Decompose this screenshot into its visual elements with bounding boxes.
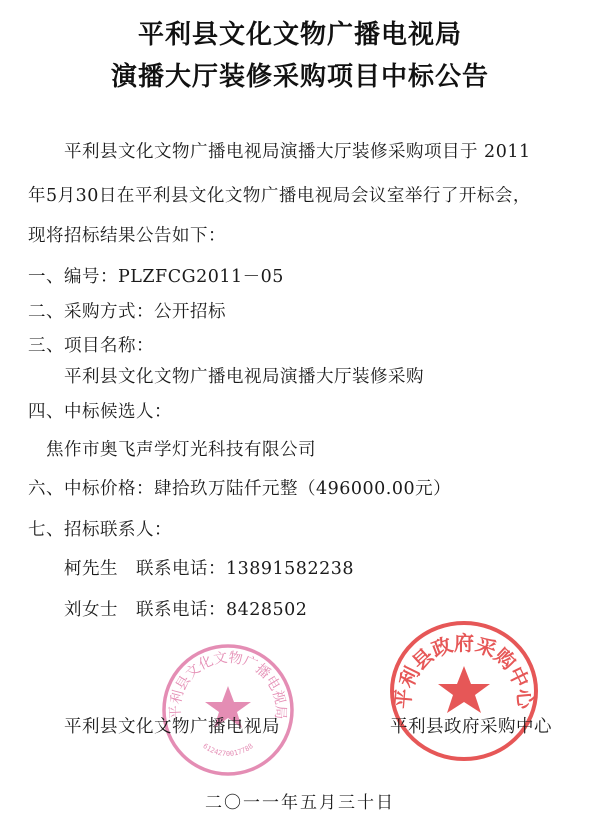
intro-line-1: 平利县文化文物广播电视局演播大厅装修采购项目于 2011 [64, 142, 531, 162]
signature-right: 平利县政府采购中心 [390, 717, 552, 737]
seal-number: 6124270017788 [201, 742, 255, 758]
contact-1: 柯先生 联系电话：13891582238 [64, 559, 354, 579]
notice-date: 二〇一一年五月三十日 [205, 793, 395, 813]
seal-arc-text: 平利县政府采购中心 [390, 631, 538, 710]
contact-2: 刘女士 联系电话：8428502 [64, 600, 308, 620]
procurement-center-seal [384, 616, 544, 766]
notice-title-line1: 平利县文化文物广播电视局 [137, 20, 462, 50]
intro-line-3: 现将招标结果公告如下： [28, 226, 226, 246]
culture-bureau-seal [158, 640, 298, 780]
seal-arc-text: 平利县文化文物广播电视局 [167, 649, 289, 720]
item-project-name: 平利县文化文物广播电视局演播大厅装修采购 [64, 367, 424, 387]
seal-star-icon [438, 666, 490, 713]
item-winner-label: 四、中标候选人： [28, 402, 172, 422]
item-method: 二、采购方式：公开招标 [28, 302, 226, 322]
item-winner-name: 焦作市奥飞声学灯光科技有限公司 [46, 440, 316, 460]
signature-left: 平利县文化文物广播电视局 [64, 717, 280, 737]
notice-title-line2: 演播大厅装修采购项目中标公告 [110, 62, 489, 92]
item-price: 六、中标价格：肆拾玖万陆仟元整（496000.00元） [28, 479, 452, 499]
item-contacts-label: 七、招标联系人： [28, 520, 172, 540]
intro-line-2: 年5月30日在平利县文化文物广播电视局会议室举行了开标会， [28, 186, 531, 206]
item-project-label: 三、项目名称： [28, 336, 154, 356]
item-number: 一、编号：PLZFCG2011－05 [28, 267, 284, 287]
